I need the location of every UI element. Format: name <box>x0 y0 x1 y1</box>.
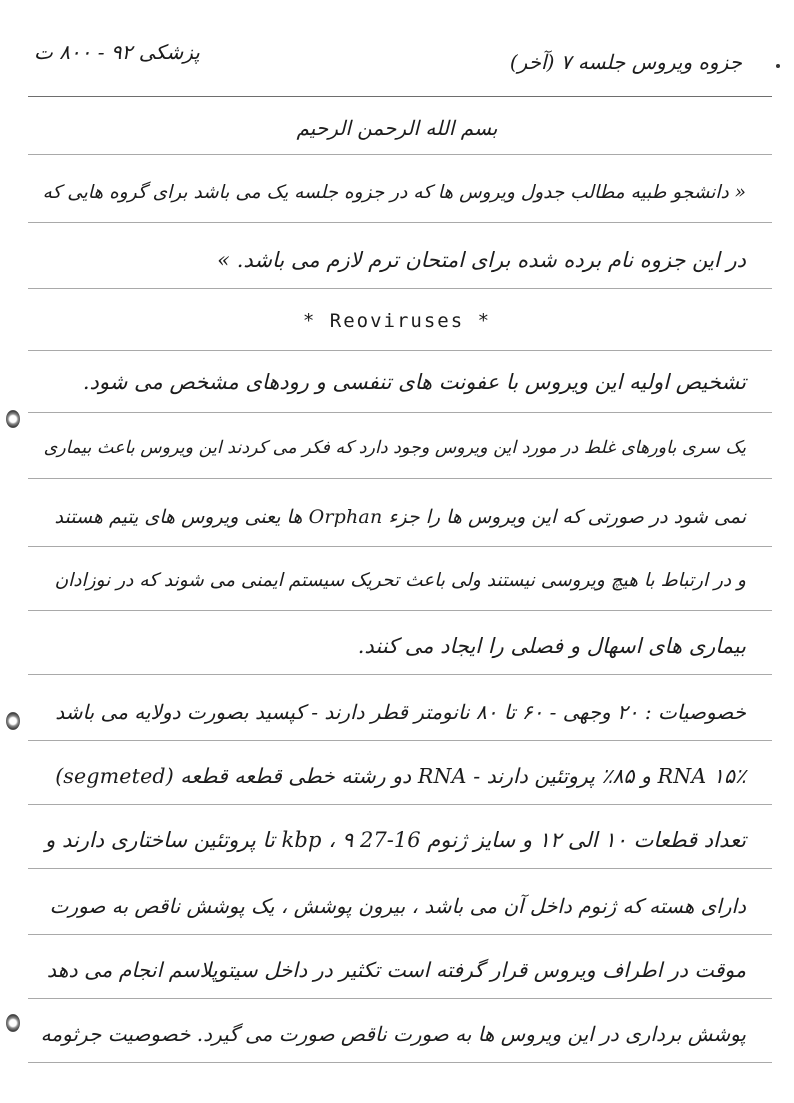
ruled-line <box>28 546 772 547</box>
ruled-line <box>28 154 772 155</box>
body-line: پوشش برداری در این ویروس ها به صورت ناقص صورت می گیرد. خصوصیت جرثومه <box>40 1022 746 1046</box>
ruled-line <box>28 412 772 413</box>
ruled-line <box>28 998 772 999</box>
body-line: ۱۵٪ RNA و ۸۵٪ پروتئین دارند - RNA دو رشته خطی قطعه قطعه (segmeted) <box>55 764 746 788</box>
ruled-line <box>28 350 772 351</box>
intro-line-1: « دانشجو طبیه مطالب جدول ویروس ها که در جزوه جلسه یک می باشد برای گروه هایی که <box>42 182 746 203</box>
ruled-line <box>28 868 772 869</box>
punch-hole <box>6 410 20 428</box>
body-line: و در ارتباط با هیچ ویروسی نیستند ولی باعث تحریک سیستم ایمنی می شوند که در نوزادان <box>54 570 746 591</box>
header-course-code: پزشکی ۹۲ - ۸۰۰ ت <box>34 40 200 64</box>
section-title: * Reoviruses * <box>302 310 492 332</box>
body-line: موقت در اطراف ویروس قرار گرفته است تکثیر در داخل سیتوپلاسم انجام می دهد <box>46 958 746 982</box>
ruled-line <box>28 804 772 805</box>
bismillah-heading: بسم الله الرحمن الرحیم <box>296 116 498 140</box>
body-line: دارای هسته که ژنوم داخل آن می باشد ، بیرون پوشش ، یک پوشش ناقص به صورت <box>49 894 746 918</box>
header-title: جزوه ویروس جلسه ۷ (آخر) <box>509 50 742 74</box>
ruled-line <box>28 288 772 289</box>
body-line: یک سری باورهای غلط در مورد این ویروس وجود دارد که فکر می کردند این ویروس باعث بیماری <box>43 438 746 458</box>
ruled-line <box>28 222 772 223</box>
intro-line-2: در این جزوه نام برده شده برای امتحان ترم لازم می باشد. » <box>217 248 746 272</box>
ruled-line <box>28 1062 772 1063</box>
ruled-line <box>28 934 772 935</box>
ruled-line <box>28 610 772 611</box>
punch-hole <box>6 712 20 730</box>
ruled-line <box>28 674 772 675</box>
body-line: تشخیص اولیه این ویروس با عفونت های تنفسی و رودهای مشخص می شود. <box>82 370 746 394</box>
body-line: نمی شود در صورتی که این ویروس ها را جزء Orphan ها یعنی ویروس های یتیم هستند <box>54 506 746 528</box>
ruled-line <box>28 478 772 479</box>
body-line: خصوصیات : ۲۰ وجهی - ۶۰ تا ۸۰ نانومتر قطر دارند - کپسید بصورت دولایه می باشد <box>55 700 746 724</box>
edge-dot <box>776 64 780 68</box>
body-line: بیماری های اسهال و فصلی را ایجاد می کنند. <box>357 634 746 658</box>
punch-hole <box>6 1014 20 1032</box>
ruled-line <box>28 740 772 741</box>
ruled-line <box>28 96 772 97</box>
body-line: تعداد قطعات ۱۰ الی ۱۲ و سایز ژنوم 16-27 kbp ، ۹ تا پروتئین ساختاری دارند و <box>45 828 746 852</box>
